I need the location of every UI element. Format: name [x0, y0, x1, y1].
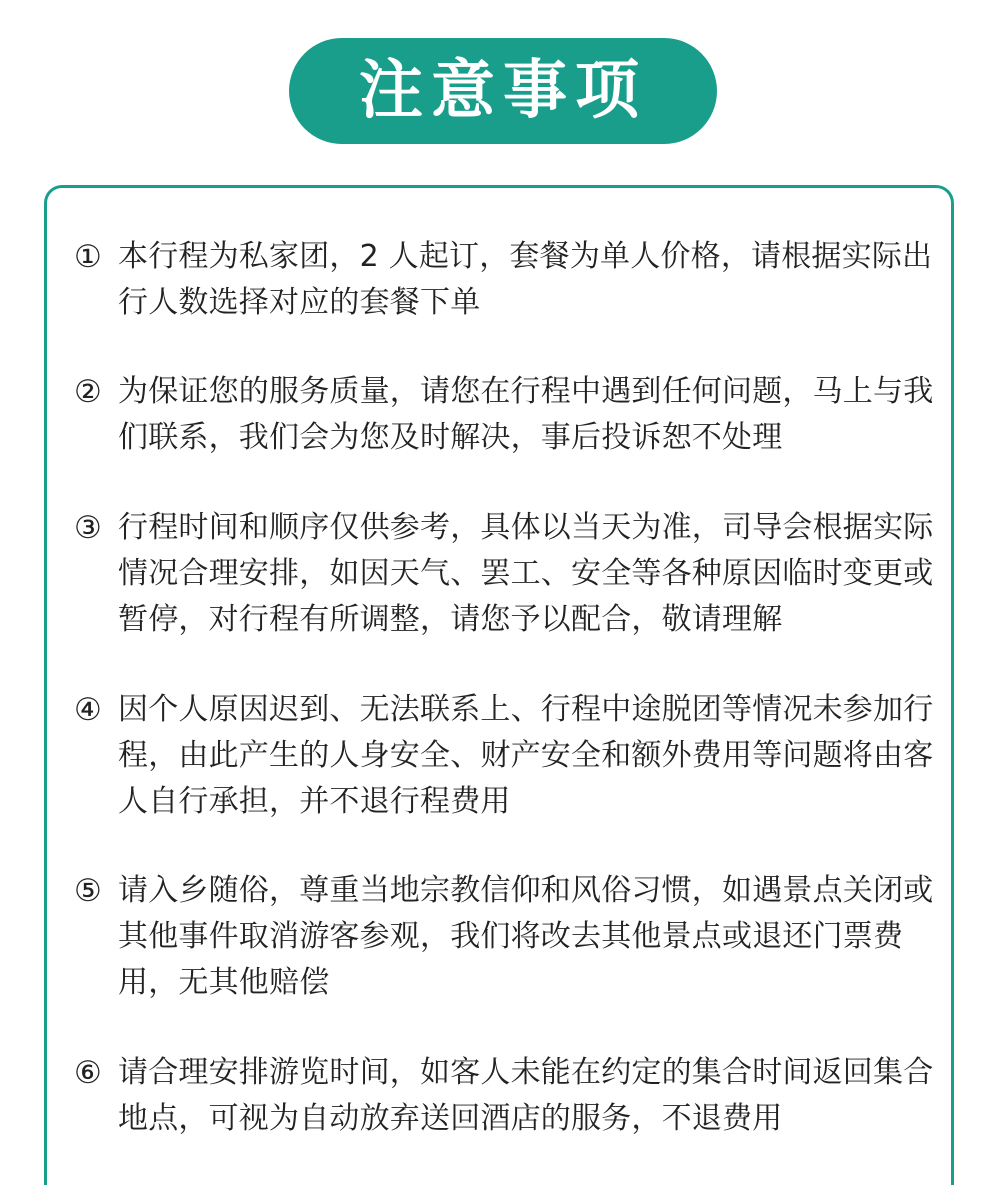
item-text: 请合理安排游览时间，如客人未能在约定的集合时间返回集合地点，可视为自动放弃送回酒店的服务，不退费用 [118, 1055, 934, 1136]
item-number: ② [74, 374, 102, 410]
notice-item-2 [74, 369, 934, 461]
notice-item-5 [74, 868, 934, 1006]
item-number: ③ [74, 510, 102, 546]
item-number: ① [74, 239, 102, 275]
item-number: ④ [74, 692, 102, 728]
notice-item-6 [74, 1050, 934, 1142]
item-text: 因个人原因迟到、无法联系上、行程中途脱团等情况未参加行程，由此产生的人身安全、财产安全和额外费用等问题将由客人自行承担，并不退行程费用 [118, 692, 934, 819]
notice-box [44, 185, 954, 1185]
notice-item-4 [74, 687, 934, 825]
item-number: ⑥ [74, 1055, 102, 1091]
page-title: 注意事项 [359, 53, 647, 128]
item-text: 本行程为私家团，2 人起订，套餐为单人价格，请根据实际出行人数选择对应的套餐下单 [118, 239, 933, 320]
item-text: 行程时间和顺序仅供参考，具体以当天为准，司导会根据实际情况合理安排，如因天气、罢工、安全等各种原因临时变更或暂停，对行程有所调整，请您予以配合，敬请理解 [118, 510, 934, 637]
item-text: 为保证您的服务质量，请您在行程中遇到任何问题，马上与我们联系，我们会为您及时解决，事后投诉恕不处理 [118, 374, 934, 455]
title-banner [289, 38, 717, 144]
notice-item-3 [74, 505, 934, 643]
item-text: 请入乡随俗，尊重当地宗教信仰和风俗习惯，如遇景点关闭或其他事件取消游客参观，我们将改去其他景点或退还门票费用，无其他赔偿 [118, 873, 934, 1000]
notice-item-1 [74, 234, 934, 326]
item-number: ⑤ [74, 873, 102, 909]
